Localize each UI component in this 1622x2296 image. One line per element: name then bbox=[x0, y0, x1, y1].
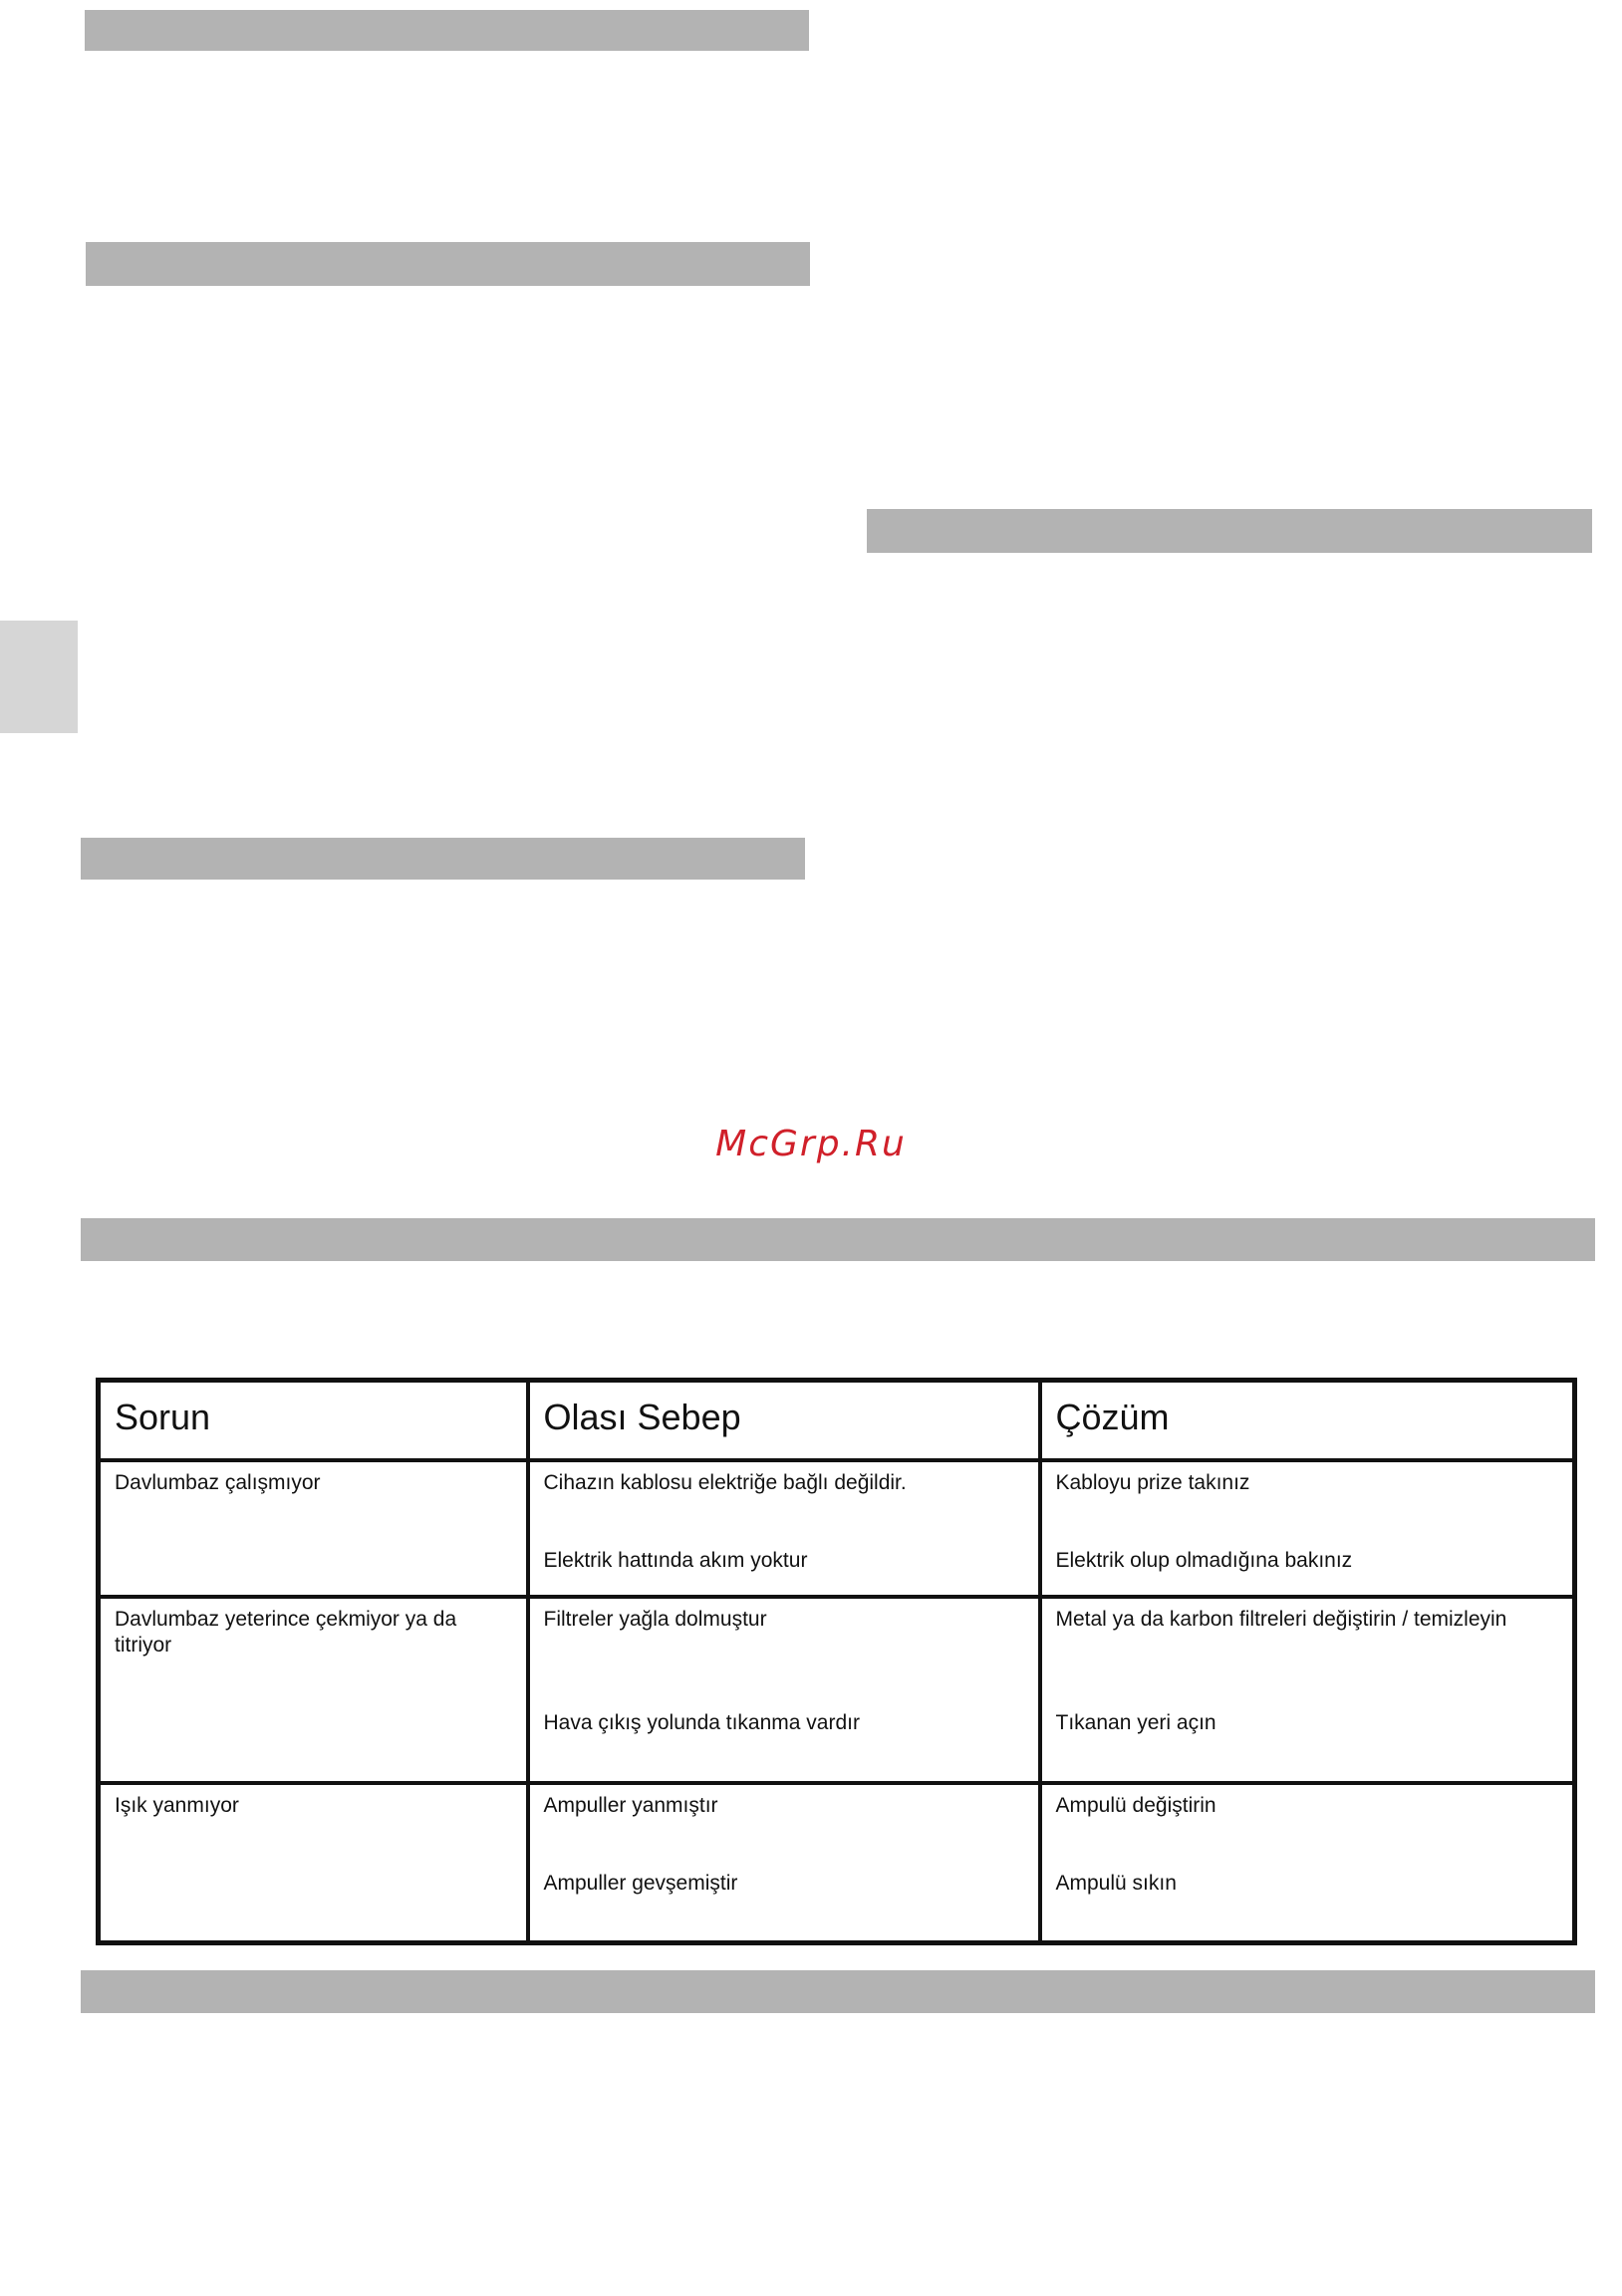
table-row bbox=[99, 1597, 1575, 1783]
section-header-bar bbox=[85, 10, 809, 51]
cause-cell bbox=[528, 1460, 1040, 1597]
solution-text: Elektrik olup olmadığına bakınız bbox=[1055, 1549, 1353, 1572]
cause-cell bbox=[528, 1597, 1040, 1783]
solution-cell bbox=[1040, 1783, 1575, 1943]
solution-text: Metal ya da karbon filtreleri değiştirin / temizleyin bbox=[1055, 1607, 1507, 1631]
problem-text: Davlumbaz çalışmıyor bbox=[115, 1471, 321, 1494]
cause-text: Ampuller yanmıştır bbox=[543, 1793, 718, 1817]
problem-cell bbox=[99, 1460, 528, 1597]
header-solution: Çözüm bbox=[1040, 1381, 1575, 1461]
table-row bbox=[99, 1783, 1575, 1943]
cause-text: Ampuller gevşemiştir bbox=[543, 1871, 738, 1895]
troubleshooting-table bbox=[96, 1378, 1577, 1945]
problem-text: Davlumbaz yeterince çekmiyor ya da titriyor bbox=[115, 1607, 457, 1657]
table-header-row bbox=[99, 1381, 1575, 1461]
header-problem: Sorun bbox=[99, 1381, 528, 1461]
cause-cell bbox=[528, 1783, 1040, 1943]
solution-text: Kabloyu prize takınız bbox=[1055, 1471, 1250, 1494]
problem-cell bbox=[99, 1597, 528, 1783]
cause-text: Filtreler yağla dolmuştur bbox=[543, 1607, 767, 1631]
section-header-bar bbox=[81, 1218, 1595, 1261]
solution-text: Ampulü değiştirin bbox=[1055, 1793, 1216, 1817]
solution-cell bbox=[1040, 1460, 1575, 1597]
section-header-bar bbox=[81, 1970, 1595, 2013]
problem-cell bbox=[99, 1783, 528, 1943]
problem-text: Işık yanmıyor bbox=[115, 1793, 239, 1817]
cause-text: Cihazın kablosu elektriğe bağlı değildir. bbox=[543, 1471, 907, 1494]
section-header-bar bbox=[86, 242, 810, 286]
section-header-bar bbox=[81, 838, 805, 880]
solution-text: Tıkanan yeri açın bbox=[1055, 1710, 1216, 1734]
section-header-bar bbox=[867, 509, 1592, 553]
cause-text: Elektrik hattında akım yoktur bbox=[543, 1549, 808, 1572]
solution-cell bbox=[1040, 1597, 1575, 1783]
solution-text: Ampulü sıkın bbox=[1055, 1871, 1177, 1895]
cause-text: Hava çıkış yolunda tıkanma vardır bbox=[543, 1710, 860, 1734]
table-row bbox=[99, 1460, 1575, 1597]
header-cause: Olası Sebep bbox=[528, 1381, 1040, 1461]
watermark: McGrp.Ru bbox=[715, 1124, 907, 1164]
side-tab-marker bbox=[0, 621, 78, 733]
